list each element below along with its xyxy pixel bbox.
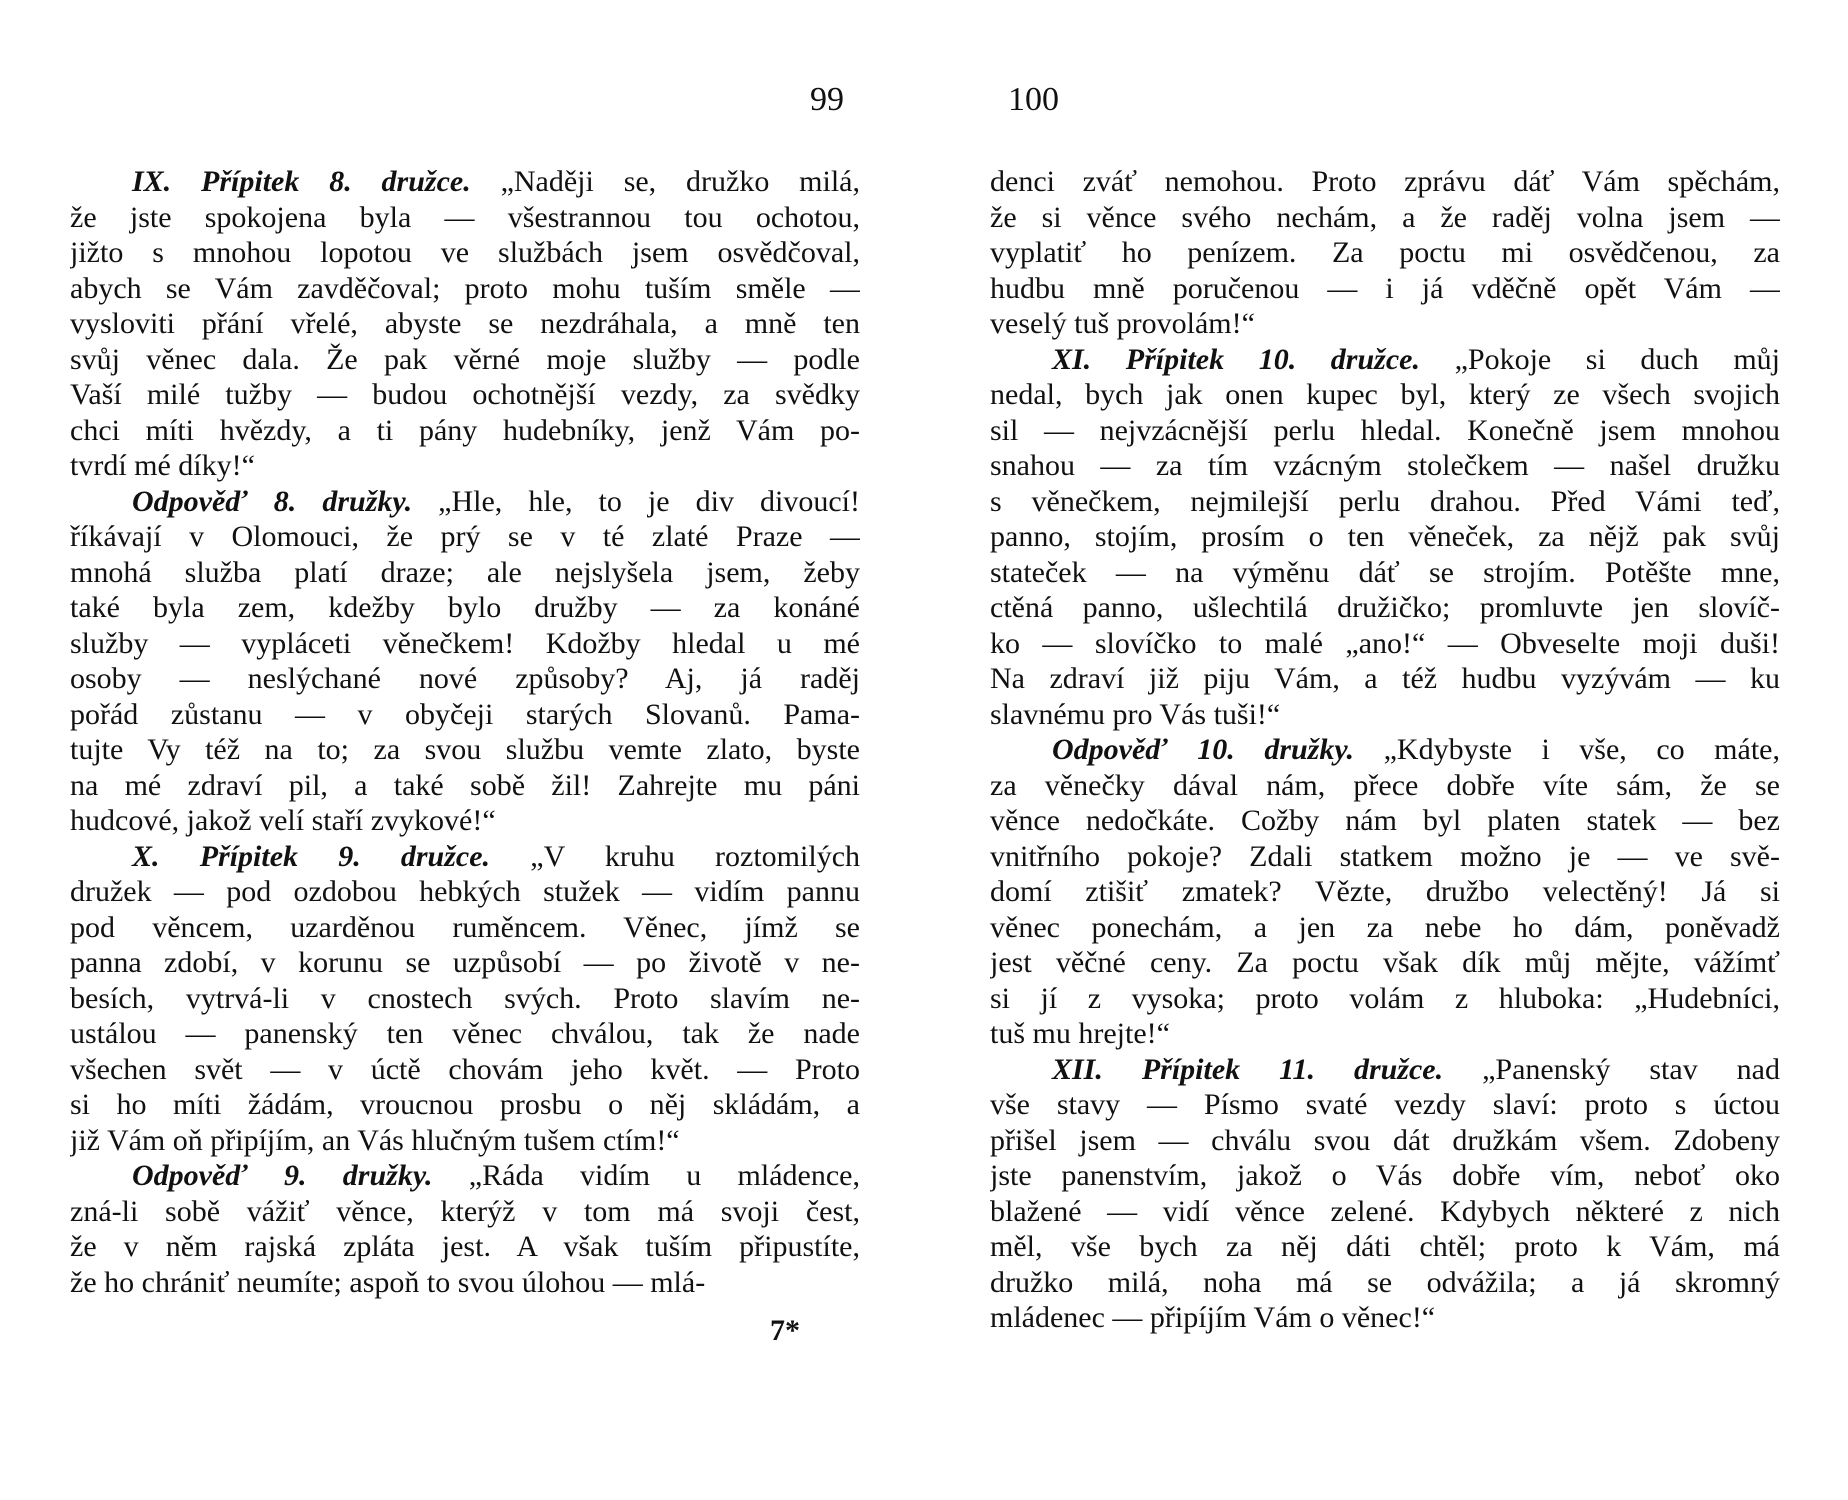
line-text: že si věnce svého nechám, a že raděj volna jsem —: [990, 200, 1780, 234]
section-heading: Odpověď 9. družky.: [132, 1159, 433, 1192]
line-text: hudbu mně poručenou — i já vděčně opět Vám —: [990, 271, 1780, 305]
text-line: [990, 768, 1780, 804]
line-text: ko — slovíčko to malé „ano!“ — Obveselte moji duši!: [990, 626, 1780, 660]
line-text: na mé zdraví pil, a také sobě žil! Zahrejte mu páni: [70, 768, 860, 802]
page-text: [70, 164, 860, 1300]
text-line: [70, 1052, 860, 1088]
text-line: [70, 839, 860, 875]
line-text: říkávají v Olomouci, že prý se v té zlaté Praze —: [70, 520, 860, 553]
line-text: slavnému pro Vás tuši!“: [990, 697, 1281, 731]
line-text: snahou — za tím vzácným stolečkem — našel družku: [990, 449, 1780, 482]
line-text: besích, vytrvá-li v cnostech svých. Proto slavím ne-: [70, 981, 860, 1015]
line-text: denci zváť nemohou. Proto zprávu dáť Vám spěchám,: [990, 165, 1780, 198]
text-line: [990, 981, 1780, 1017]
page-number: 100: [1008, 81, 1059, 118]
signature-mark: 7*: [770, 1314, 800, 1347]
text-line: [990, 697, 1780, 733]
text-line: [70, 200, 860, 236]
text-line: [990, 519, 1780, 555]
section-heading: XII. Přípitek 11. družce.: [1052, 1052, 1444, 1086]
text-line: [70, 377, 860, 413]
text-line: [70, 519, 860, 555]
text-line: [990, 661, 1780, 697]
text-line: [990, 1123, 1780, 1159]
line-text: že ho chrániť neumíte; aspoň to svou úlohou — mlá-: [70, 1265, 706, 1299]
text-line: [990, 1087, 1780, 1123]
line-text: pořád zůstanu — v obyčeji starých Slovanů. Pama-: [70, 697, 860, 731]
left-page: [70, 0, 890, 1500]
text-line: [990, 732, 1780, 768]
text-line: [990, 590, 1780, 626]
line-text: vše stavy — Písmo svaté vezdy slaví: proto s úctou: [990, 1088, 1780, 1121]
text-line: [990, 200, 1780, 236]
text-line: [70, 342, 860, 378]
line-text: stateček — na výměnu dáť se strojím. Potěšte mne,: [990, 555, 1780, 589]
text-line: [70, 910, 860, 946]
page-number: 99: [810, 81, 844, 118]
text-line: [70, 1229, 860, 1265]
line-text: hudcové, jakož velí staří zvykové!“: [70, 804, 496, 837]
text-line: [990, 413, 1780, 449]
line-text: tujte Vy též na to; za svou službu vemte zlato, byste: [70, 733, 860, 766]
line-text: panna zdobí, v korunu se uzpůsobí — po životě v ne-: [70, 946, 860, 979]
text-line: [70, 803, 860, 839]
text-line: [990, 448, 1780, 484]
text-line: [70, 271, 860, 307]
section-heading: Odpověď 8. družky.: [132, 484, 413, 518]
text-line: [70, 981, 860, 1017]
line-text: že v něm rajská zpláta jest. A však tuším připustíte,: [70, 1230, 860, 1263]
line-text: domí ztišiť zmatek? Vězte, družbo velectěný! Já si: [990, 875, 1780, 908]
text-line: [990, 1016, 1780, 1052]
line-text: služby — vypláceti věnečkem! Kdožby hledal u mé: [70, 626, 860, 660]
text-line: [990, 235, 1780, 271]
text-line: [990, 555, 1780, 591]
line-text: chci míti hvězdy, a ti pány hudebníky, jenž Vám po-: [70, 413, 860, 447]
line-text: „Kdybyste i vše, co máte,: [1354, 733, 1780, 766]
line-text: také byla zem, kdežby bylo družby — za konáné: [70, 591, 860, 624]
text-line: [990, 164, 1780, 200]
text-line: [70, 484, 860, 520]
section-heading: Odpověď 10. družky.: [1052, 733, 1355, 766]
line-text: osoby — neslýchané nové způsoby? Aj, já raděj: [70, 662, 860, 695]
page-text: [990, 164, 1780, 1336]
text-line: [990, 874, 1780, 910]
line-text: že jste spokojena byla — všestrannou tou ochotou,: [70, 200, 860, 234]
line-text: zná-li sobě vážiť věnce, kterýž v tom má svoji čest,: [70, 1194, 860, 1228]
line-text: „Naději se, družko milá,: [470, 165, 860, 198]
line-text: „V kruhu roztomilých: [490, 839, 860, 873]
text-line: [990, 484, 1780, 520]
line-text: již Vám oň připíjím, an Vás hlučným tušem ctím!“: [70, 1123, 680, 1157]
line-text: blažené — vidí věnce zelené. Kdybych některé z nich: [990, 1194, 1780, 1228]
text-line: [70, 874, 860, 910]
text-line: [990, 839, 1780, 875]
line-text: si ho míti žádám, vroucnou prosbu o něj skládám, a: [70, 1088, 860, 1121]
line-text: vnitřního pokoje? Zdali statkem možno je — ve svě-: [990, 839, 1780, 873]
line-text: Na zdraví již piju Vám, a též hudbu vyzývám — ku: [990, 662, 1780, 695]
text-line: [70, 1194, 860, 1230]
line-text: ctěná panno, ušlechtilá družičko; promluvte jen slovíč-: [990, 591, 1780, 624]
section-heading: X. Přípitek 9. družce.: [132, 839, 491, 873]
right-page: [990, 0, 1810, 1500]
line-text: pod věncem, uzarděnou ruměncem. Věnec, jímž se: [70, 910, 860, 944]
text-line: [990, 377, 1780, 413]
line-text: přišel jsem — chválu svou dát družkám všem. Zdobeny: [990, 1123, 1780, 1157]
text-line: [70, 1123, 860, 1159]
line-text: měl, vše bych za něj dáti chtěl; proto k Vám, má: [990, 1230, 1780, 1263]
text-line: [990, 1265, 1780, 1301]
text-line: [70, 1087, 860, 1123]
text-line: [70, 732, 860, 768]
text-line: [990, 803, 1780, 839]
text-line: [990, 1052, 1780, 1088]
line-text: mnohá služba platí draze; ale nejslyšela jsem, žeby: [70, 555, 860, 589]
text-line: [70, 661, 860, 697]
text-line: [990, 945, 1780, 981]
text-line: [70, 235, 860, 271]
text-line: [70, 590, 860, 626]
text-line: [990, 1194, 1780, 1230]
line-text: tuš mu hrejte!“: [990, 1017, 1170, 1050]
line-text: ustálou — panenský ten věnec chválou, tak že nade: [70, 1017, 860, 1050]
line-text: družek — pod ozdobou hebkých stužek — vidím pannu: [70, 875, 860, 908]
line-text: jižto s mnohou lopotou ve službách jsem osvědčoval,: [70, 236, 860, 269]
text-line: [70, 413, 860, 449]
text-line: [990, 1229, 1780, 1265]
line-text: „Pokoje si duch můj: [1419, 342, 1780, 376]
line-text: „Hle, hle, to je div divoucí!: [412, 484, 860, 518]
text-line: [70, 1016, 860, 1052]
text-line: [990, 626, 1780, 662]
line-text: věnec ponechám, a jen za nebe ho dám, poněvadž: [990, 910, 1780, 944]
line-text: tvrdí mé díky!“: [70, 449, 255, 482]
line-text: panno, stojím, prosím o ten věneček, za nějž pak svůj: [990, 520, 1780, 553]
line-text: jest věčné ceny. Za poctu však dík můj mějte, vážímť: [990, 946, 1780, 979]
text-line: [70, 768, 860, 804]
line-text: sil — nejvzácnější perlu hledal. Konečně jsem mnohou: [990, 413, 1780, 447]
line-text: „Ráda vidím u mládence,: [432, 1159, 860, 1192]
text-line: [990, 271, 1780, 307]
line-text: všechen svět — v úctě chovám jeho květ. — Proto: [70, 1052, 860, 1086]
line-text: mládenec — připíjím Vám o věnec!“: [990, 1301, 1436, 1334]
text-line: [70, 306, 860, 342]
text-line: [70, 697, 860, 733]
line-text: s věnečkem, nejmilejší perlu drahou. Před Vámi teď,: [990, 484, 1780, 518]
line-text: abych se Vám zavděčoval; proto mohu tuším směle —: [70, 271, 860, 305]
line-text: družko milá, noha má se odvážila; a já skromný: [990, 1265, 1780, 1299]
section-heading: IX. Přípitek 8. družce.: [132, 165, 471, 198]
text-line: [70, 1265, 860, 1301]
line-text: nedal, bych jak onen kupec byl, který ze všech svojich: [990, 378, 1780, 411]
line-text: svůj věnec dala. Že pak věrné moje služby — podle: [70, 342, 860, 376]
text-line: [70, 555, 860, 591]
line-text: věnce nedočkáte. Cožby nám byl platen statek — bez: [990, 804, 1780, 837]
line-text: za věnečky dával nám, přece dobře víte sám, že se: [990, 768, 1780, 802]
text-line: [70, 1158, 860, 1194]
text-line: [990, 1158, 1780, 1194]
line-text: „Panenský stav nad: [1443, 1052, 1780, 1086]
text-line: [990, 342, 1780, 378]
line-text: vyplatiť ho penízem. Za poctu mi osvědčenou, za: [990, 236, 1780, 269]
line-text: si jí z vysoka; proto volám z hluboka: „Hudebníci,: [990, 981, 1780, 1015]
text-line: [990, 306, 1780, 342]
text-line: [70, 626, 860, 662]
text-line: [990, 910, 1780, 946]
text-line: [70, 448, 860, 484]
line-text: Vaší milé tužby — budou ochotnější vezdy, za svědky: [70, 378, 860, 411]
text-line: [990, 1300, 1780, 1336]
line-text: veselý tuš provolám!“: [990, 307, 1255, 340]
section-heading: XI. Přípitek 10. družce.: [1052, 342, 1420, 376]
text-line: [70, 164, 860, 200]
text-line: [70, 945, 860, 981]
line-text: vysloviti přání vřelé, abyste se nezdráhala, a mně ten: [70, 307, 860, 340]
line-text: jste panenstvím, jakož o Vás dobře vím, neboť oko: [990, 1159, 1780, 1192]
